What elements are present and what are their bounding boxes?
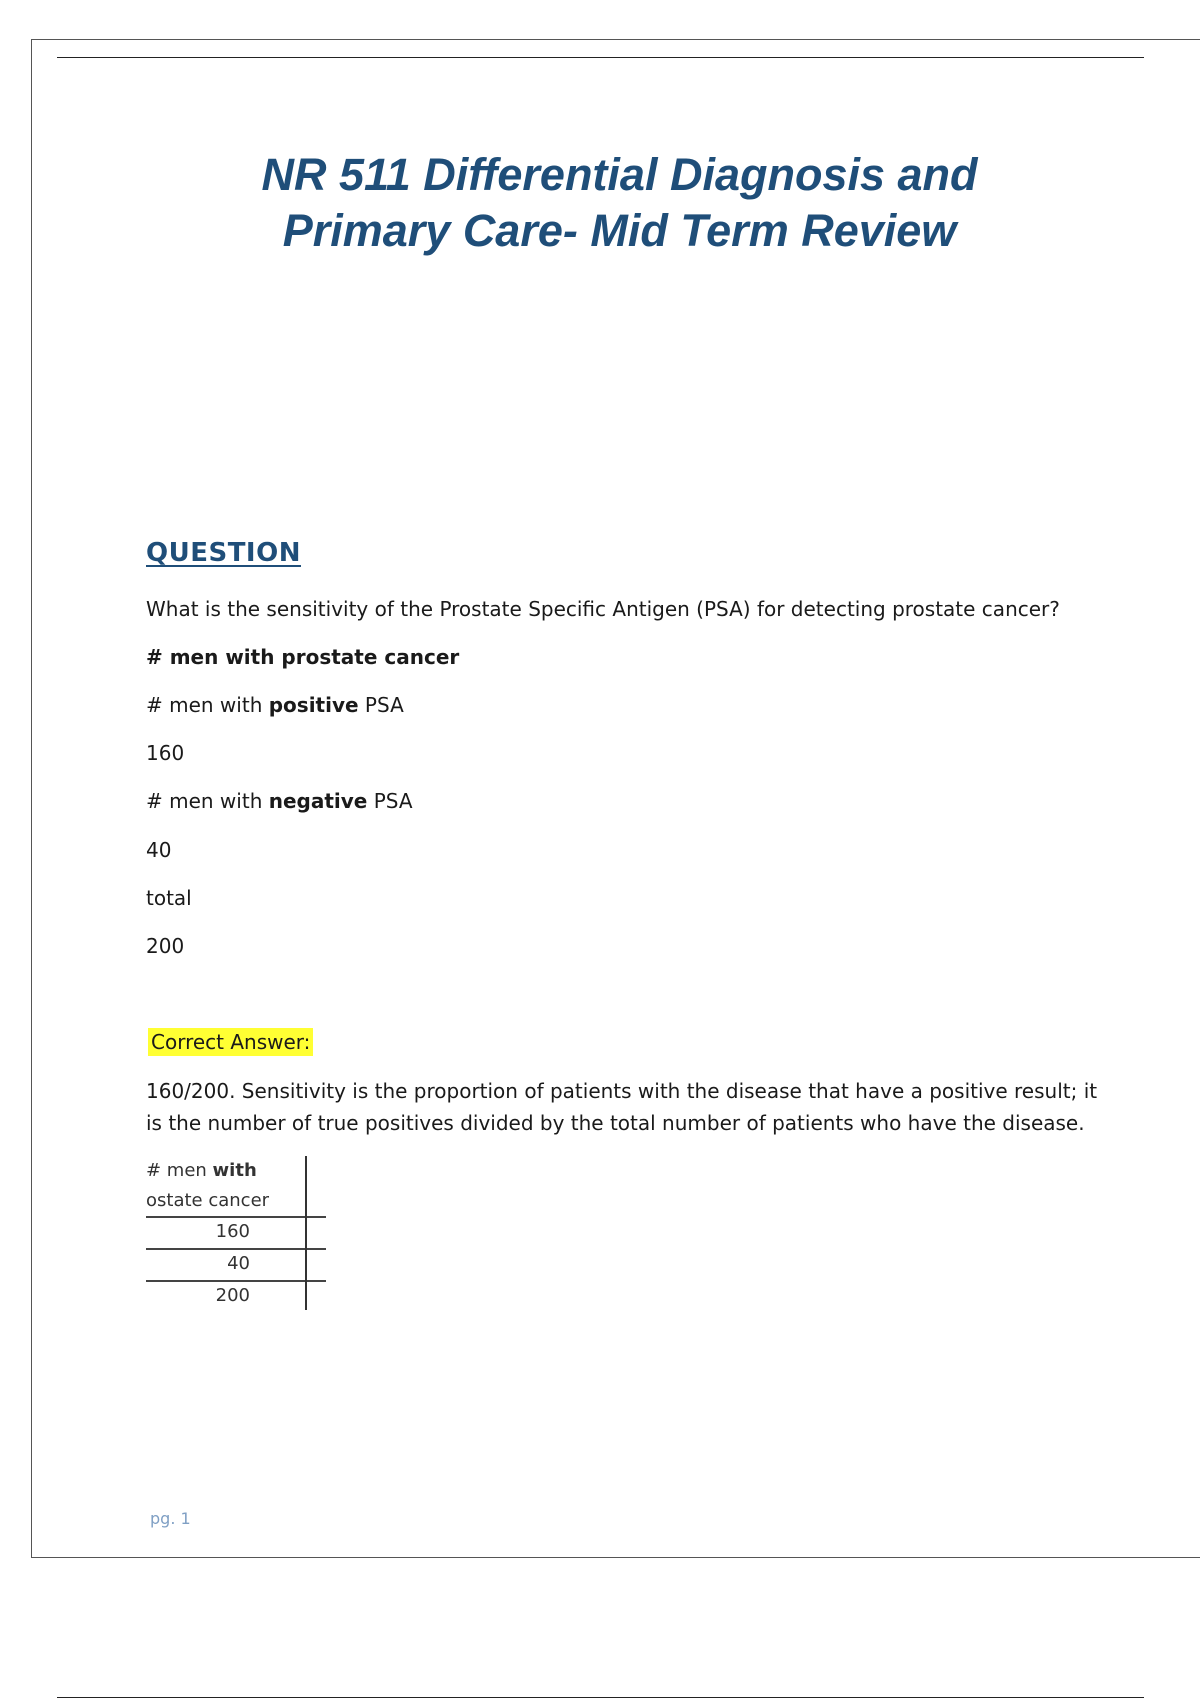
mini-table-header-bold: with (212, 1160, 257, 1181)
positive-psa-suffix: PSA (358, 693, 404, 717)
positive-psa-value: 160 (146, 741, 185, 765)
mini-table-header-line-2: ostate cancer (146, 1190, 270, 1211)
question-heading: QUESTION (146, 538, 301, 568)
mini-table-header-line-1 (146, 1160, 257, 1181)
answer-explanation: 160/200. Sensitivity is the proportion of patients with the disease that have a positive result; it is the number of true positives divided by the total number of patients who have the disease. (146, 1079, 1098, 1135)
prostate-cancer-header (146, 645, 459, 669)
mini-table-rule (146, 1280, 326, 1282)
document-title-line-1: NR 511 Differential Diagnosis and (261, 149, 978, 200)
correct-answer-label: Correct Answer: (148, 1028, 313, 1056)
question-text: What is the sensitivity of the Prostate Specific Antigen (PSA) for detecting prostate cancer? (146, 597, 1060, 621)
total-value: 200 (146, 934, 185, 958)
document-title-line-2: Primary Care- Mid Term Review (282, 205, 957, 256)
mini-table-cell: 40 (227, 1253, 250, 1274)
total-label: total (146, 886, 192, 910)
mini-table-cell: 160 (215, 1221, 250, 1242)
negative-psa-prefix: # men with (146, 789, 269, 813)
document-title (120, 147, 1119, 259)
negative-psa-value: 40 (146, 838, 172, 862)
prostate-cancer-header-text: # men with prostate cancer (146, 645, 460, 669)
negative-psa-bold: negative (268, 789, 368, 813)
bottom-rule (57, 1697, 1144, 1698)
page-number: pg. 1 (150, 1509, 191, 1528)
negative-psa-suffix: PSA (367, 789, 413, 813)
mini-table-rule (146, 1216, 326, 1218)
mini-table-cell: 200 (215, 1285, 250, 1306)
mini-table-rule (146, 1248, 326, 1250)
mini-table-header-prefix: # men (146, 1160, 213, 1181)
negative-psa-line (146, 789, 413, 813)
positive-psa-prefix: # men with (146, 693, 269, 717)
top-rule (57, 57, 1144, 58)
positive-psa-line (146, 693, 404, 717)
positive-psa-bold: positive (268, 693, 359, 717)
mini-table-vertical-rule (305, 1156, 307, 1310)
